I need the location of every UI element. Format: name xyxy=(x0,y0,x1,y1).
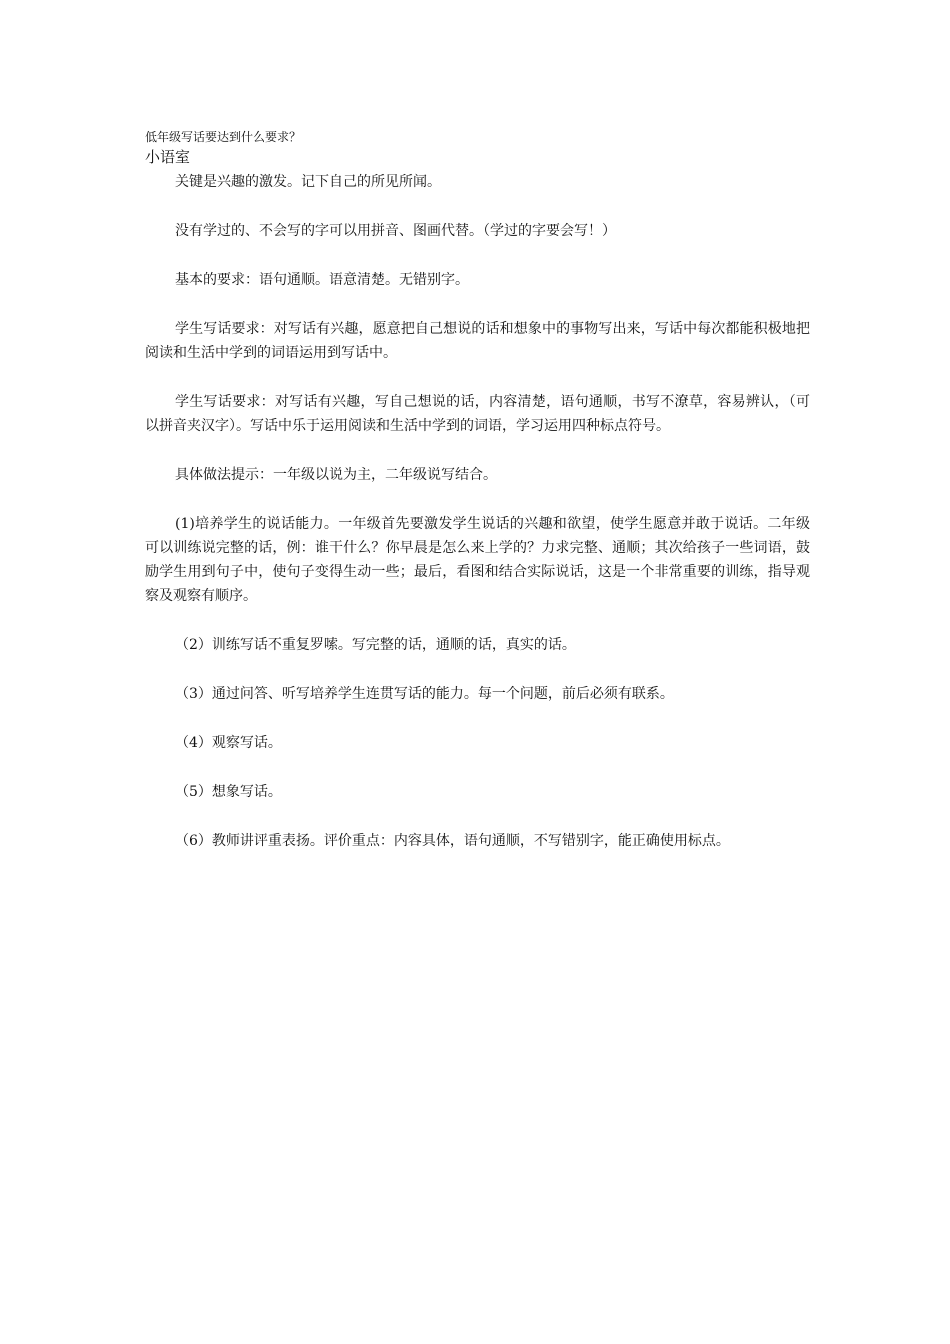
paragraph-10: （4）观察写话。 xyxy=(175,735,282,751)
paragraph-7: (1)培养学生的说话能力。一年级首先要激发学生说话的兴趣和欲望，使学生愿意并敢于说话。二年级可以训练说完整的话，例：谁干什么？你早晨是怎么来上学的？力求完整、通顺；其次给孩子一些词语，鼓励学生用到句子中，使句子变得生动一些；最后，看图和结合实际说话，这是一个非常重要的训练，指导观察及观察有顺序。 xyxy=(145,516,810,604)
paragraph-5: 学生写话要求：对写话有兴趣，写自己想说的话，内容清楚，语句通顺，书写不潦草，容易辨认，（可以拼音夹汉字）。写话中乐于运用阅读和生活中学到的词语，学习运用四种标点符号。 xyxy=(145,394,810,434)
paragraph-9: （3）通过问答、听写培养学生连贯写话的能力。每一个问题，前后必须有联系。 xyxy=(175,686,674,702)
document-page xyxy=(145,128,810,878)
document-author: 小语室 xyxy=(145,148,191,166)
paragraph-8: （2）训练写话不重复罗嗦。写完整的话，通顺的话，真实的话。 xyxy=(175,637,576,653)
paragraph-12: （6）教师讲评重表扬。评价重点：内容具体，语句通顺，不写错别字，能正确使用标点。 xyxy=(175,833,730,849)
document-title: 低年级写话要达到什么要求？ xyxy=(145,130,302,144)
paragraph-2: 没有学过的、不会写的字可以用拼音、图画代替。（学过的字要会写！） xyxy=(175,223,616,239)
paragraph-4: 学生写话要求：对写话有兴趣，愿意把自己想说的话和想象中的事物写出来，写话中每次都能积极地把阅读和生活中学到的词语运用到写话中。 xyxy=(145,321,810,361)
paragraph-1: 关键是兴趣的激发。记下自己的所见所闻。 xyxy=(175,174,441,190)
paragraph-11: （5）想象写话。 xyxy=(175,784,282,800)
paragraph-3: 基本的要求：语句通顺。语意清楚。无错别字。 xyxy=(175,272,469,288)
paragraph-6: 具体做法提示：一年级以说为主，二年级说写结合。 xyxy=(175,467,497,483)
